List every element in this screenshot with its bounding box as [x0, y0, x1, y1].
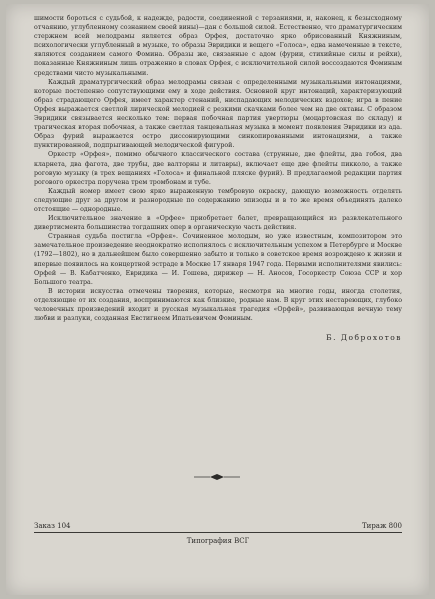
paragraph: Оркестр «Орфея», помимо обычного классического состава (струнные, две флейты, два гобоя, два кларнета, два фагота, две трубы, две валторны и литавры), включает еще две флейты пикколо, а также роговую музыку (в трех вещаниях «Голоса» и финальной пляске фурий). В предлагаемой редакции партия рогового оркестра поручена трем тромбонам и тубе. — [34, 151, 402, 186]
ornament-divider-icon — [6, 472, 429, 482]
footer-rule — [34, 532, 402, 533]
body-text — [34, 14, 402, 342]
paragraph: В истории искусства отмечены творения, которые, несмотря на многие годы, иногда столетия, отделяющие от их создания, воспринимаются как близкие, родные нам. В круг этих нестареющих, глубоко человечных произведений входит и русская музыкальная трагедия «Орфей», развивающая вечную тему любви и разлуки, созданная Евстигнеем Ипатьевичем Фоминым. — [34, 287, 402, 323]
paragraph: Каждый драматургический образ мелодрамы связан с определенными музыкальными интонациями, которые постепенно сопутствующими ему в ходе действия. Основной круг интонаций, характеризующий образ страдающего Орфея, имеет характер стенаний, ниспадающих мелодических вздохов; игра в пение Орфея выражается светлой лирической мелодией с резкими скачками более чем на две октавы. С образом Эвридики связывается несколько тем: первая побочная партия увертюры (моцартовская по складу) и трагическая вторая побочная, а также светлая танцевальная музыка в момент появления Эвридики из ада. Образ фурий выражается остро диссонирующими синкопированными интонациями, а также пунктированной, подпрыгивающей мелодической фигурой. — [34, 78, 402, 150]
print-run: Тираж 800 — [361, 522, 402, 530]
paragraph: Исключительное значение в «Орфее» приобретает балет, превращающийся из развлекательного дивертисмента большинства тогдашних опер в органическую часть действия. — [34, 215, 402, 232]
paragraph: Странная судьба постигла «Орфея». Сочиненное молодым, но уже известным, композитором это замечательное произведение неоднократно исполнялось с исключительным успехом в Петербурге и Москве (1792—1802), но в дальнейшем было совершенно забыто и только в советское время возрождено к жизни и впервые появилось на концертной эстраде в Москве 17 января 1947 года. Первыми исполнителями явились: Орфей — В. Кабатченко, Евридика — И. Гошева, дирижер — Н. Аносов, Госоркестр Союза ССР и хор Большого театра. — [34, 233, 402, 286]
paragraph: Каждый номер имеет свою ярко выраженную тембровую окраску, дающую возможность отделять следующие друг за другом и разнородные по содержанию эпизоды и в то же время объединять далеко отстоящие — однородные. — [34, 187, 402, 213]
book-page — [6, 4, 429, 595]
printer-name: Типография ВСГ — [186, 537, 250, 545]
order-number: Заказ 104 — [34, 522, 71, 530]
author-signature: Б. Доброхотов — [326, 333, 402, 343]
paragraph: шимости бороться с судьбой, к надежде, радости, соединенной с терзаниями, и, наконец, к безысходному отчаянию, углубленному сознанием своей вины)—дан с большой силой. Естественно, что драматургическим стержнем всей мелодрамы является образ Орфея, достаточно ярко обрисованный Княжниным, психологически углубленный в музыке, то образы Эвридики и вещего «Голоса», едва намеченные в тексте, являются созданием самого Фомина. Образы же, связанные с адом (фурии, стихийные силы и рейхи), показанные Княжниным лишь отраженно в словах Орфея, с исключительной силой воссоздаются Фоминым средствами чисто музыкальными. — [34, 15, 402, 77]
colophon — [34, 522, 402, 562]
